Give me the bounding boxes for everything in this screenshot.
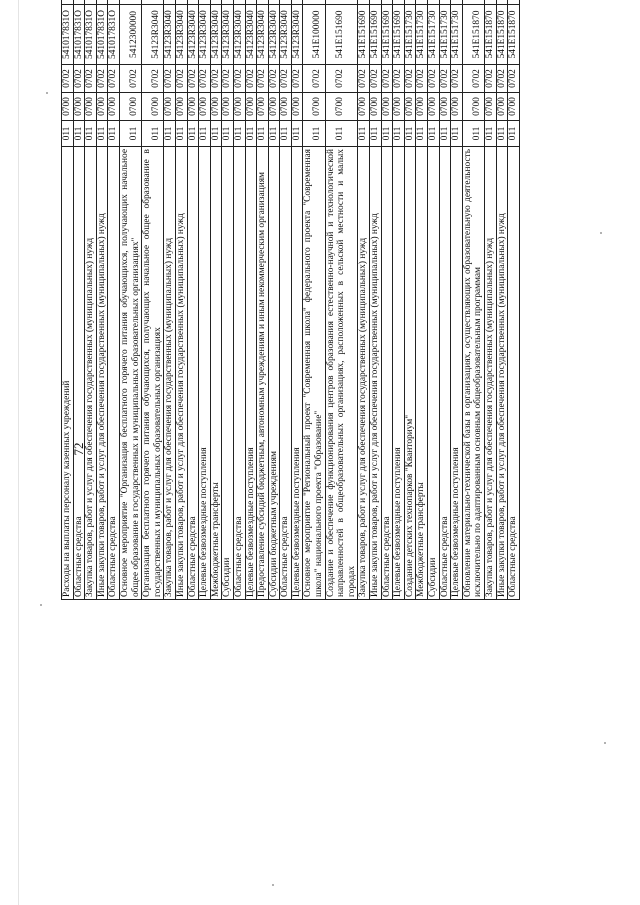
- subsection-code-cell: 0702: [210, 65, 222, 93]
- row-name-cell: Областные средства: [108, 147, 120, 600]
- section-code-cell: 0700: [303, 93, 325, 121]
- rotated-table-area: [61, 10, 598, 842]
- ministry-code-cell: 011: [222, 121, 234, 147]
- ministry-code-cell: 011: [303, 121, 325, 147]
- subsection-code-cell: 0702: [496, 65, 508, 93]
- expense-type-cell: [119, 0, 141, 5]
- subsection-code-cell: 0702: [280, 65, 292, 93]
- expense-type-cell: [508, 0, 520, 5]
- subsection-code-cell: 0702: [325, 65, 358, 93]
- ministry-code-cell: 011: [142, 121, 164, 147]
- table-row: [496, 0, 508, 600]
- target-article-cell: 541E151870: [508, 5, 520, 65]
- subsection-code-cell: 0702: [175, 65, 187, 93]
- target-article-cell: 541E151730: [451, 5, 463, 65]
- ministry-code-cell: 011: [358, 121, 370, 147]
- table-row: [268, 0, 280, 600]
- row-name-cell: Создание детских технопарков "Кванториум": [404, 147, 416, 600]
- section-code-cell: 0700: [451, 93, 463, 121]
- scan-speck: [604, 742, 606, 744]
- target-article-cell: 541E151730: [404, 5, 416, 65]
- expense-type-cell: [404, 0, 416, 5]
- row-name-cell: Закупка товаров, работ и услуг для обеспечения государственных (муниципальных) нужд: [85, 147, 97, 600]
- row-name-cell: Областные средства: [508, 147, 520, 600]
- table-row: [462, 0, 484, 600]
- subsection-code-cell: 0702: [233, 65, 245, 93]
- table-row: [404, 0, 416, 600]
- budget-table-body: [62, 0, 520, 600]
- section-code-cell: 0700: [268, 93, 280, 121]
- target-article-cell: 5412300000: [119, 5, 141, 65]
- ministry-code-cell: 011: [119, 121, 141, 147]
- subsection-code-cell: 0702: [96, 65, 108, 93]
- section-code-cell: 0700: [62, 93, 74, 121]
- target-article-cell: 541017831O: [85, 5, 97, 65]
- target-article-cell: 54123R3040: [210, 5, 222, 65]
- row-name-cell: Областные средства: [187, 147, 199, 600]
- section-code-cell: 0700: [358, 93, 370, 121]
- subsection-code-cell: 0702: [439, 65, 451, 93]
- subsection-code-cell: 0702: [462, 65, 484, 93]
- table-row: [164, 0, 176, 600]
- table-row: [108, 0, 120, 600]
- row-name-cell: Субсидии бюджетным учреждениям: [268, 147, 280, 600]
- expense-type-cell: [245, 0, 257, 5]
- target-article-cell: 541E151690: [370, 5, 382, 65]
- row-name-cell: Иные закупки товаров, работ и услуг для обеспечения государственных (муниципальных) нужд: [496, 147, 508, 600]
- ministry-code-cell: 011: [428, 121, 440, 147]
- section-code-cell: 0700: [496, 93, 508, 121]
- subsection-code-cell: 0702: [393, 65, 405, 93]
- target-article-cell: 541E151730: [428, 5, 440, 65]
- target-article-cell: 541017831O: [96, 5, 108, 65]
- expense-type-cell: [325, 0, 358, 5]
- expense-type-cell: [439, 0, 451, 5]
- target-article-cell: 54123R3040: [268, 5, 280, 65]
- target-article-cell: 541E151690: [325, 5, 358, 65]
- table-row: [257, 0, 269, 600]
- table-row: [451, 0, 463, 600]
- section-code-cell: 0700: [484, 93, 496, 121]
- ministry-code-cell: 011: [268, 121, 280, 147]
- target-article-cell: 541E151690: [358, 5, 370, 65]
- target-article-cell: 541E151870: [496, 5, 508, 65]
- section-code-cell: 0700: [142, 93, 164, 121]
- expense-type-cell: [233, 0, 245, 5]
- subsection-code-cell: 0702: [62, 65, 74, 93]
- target-article-cell: 54123R3040: [175, 5, 187, 65]
- expense-type-cell: [187, 0, 199, 5]
- expense-type-cell: [85, 0, 97, 5]
- table-row: [187, 0, 199, 600]
- target-article-cell: 541E151870: [462, 5, 484, 65]
- row-name-cell: Закупка товаров, работ и услуг для обеспечения государственных (муниципальных) нужд: [358, 147, 370, 600]
- section-code-cell: 0700: [508, 93, 520, 121]
- ministry-code-cell: 011: [462, 121, 484, 147]
- row-name-cell: Организация бесплатного горячего питания обучающихся, получающих начальное общее образование в государственных и муниципальных образовательных организациях: [142, 147, 164, 600]
- row-name-cell: Иные закупки товаров, работ и услуг для обеспечения государственных (муниципальных) нужд: [175, 147, 187, 600]
- target-article-cell: 54123R3040: [222, 5, 234, 65]
- row-name-cell: Субсидии: [222, 147, 234, 600]
- section-code-cell: 0700: [462, 93, 484, 121]
- row-name-cell: Предоставление субсидий бюджетным, автономным учреждениям и иным некоммерческим организациям: [257, 147, 269, 600]
- table-row: [280, 0, 292, 600]
- expense-type-cell: [370, 0, 382, 5]
- target-article-cell: 54123R3040: [233, 5, 245, 65]
- page-number: 72: [71, 442, 86, 456]
- table-row: [119, 0, 141, 600]
- table-row: [303, 0, 325, 600]
- budget-table: [61, 0, 520, 600]
- scan-edge-line: [18, 0, 19, 905]
- expense-type-cell: [142, 0, 164, 5]
- expense-type-cell: [108, 0, 120, 5]
- subsection-code-cell: 0702: [187, 65, 199, 93]
- subsection-code-cell: 0702: [119, 65, 141, 93]
- ministry-code-cell: 011: [404, 121, 416, 147]
- subsection-code-cell: 0702: [291, 65, 303, 93]
- ministry-code-cell: 011: [416, 121, 428, 147]
- target-article-cell: 54123R3040: [291, 5, 303, 65]
- ministry-code-cell: 011: [233, 121, 245, 147]
- ministry-code-cell: 011: [257, 121, 269, 147]
- subsection-code-cell: 0702: [257, 65, 269, 93]
- subsection-code-cell: 0702: [85, 65, 97, 93]
- table-row: [62, 0, 74, 600]
- subsection-code-cell: 0702: [268, 65, 280, 93]
- table-row: [142, 0, 164, 600]
- target-article-cell: 541017831O: [73, 5, 85, 65]
- section-code-cell: 0700: [73, 93, 85, 121]
- section-code-cell: 0700: [245, 93, 257, 121]
- table-row: [508, 0, 520, 600]
- section-code-cell: 0700: [291, 93, 303, 121]
- row-name-cell: Областные средства: [233, 147, 245, 600]
- section-code-cell: 0700: [381, 93, 393, 121]
- table-row: [222, 0, 234, 600]
- section-code-cell: 0700: [96, 93, 108, 121]
- expense-type-cell: [199, 0, 211, 5]
- row-name-cell: Субсидии: [428, 147, 440, 600]
- scan-speck: [272, 884, 274, 886]
- subsection-code-cell: 0702: [358, 65, 370, 93]
- ministry-code-cell: 011: [187, 121, 199, 147]
- rotated-table-frame: [61, 0, 598, 600]
- target-article-cell: 541017831O: [108, 5, 120, 65]
- subsection-code-cell: 0702: [199, 65, 211, 93]
- expense-type-cell: [257, 0, 269, 5]
- row-name-cell: Иные закупки товаров, работ и услуг для обеспечения государственных (муниципальных) нужд: [96, 147, 108, 600]
- section-code-cell: 0700: [393, 93, 405, 121]
- section-code-cell: 0700: [428, 93, 440, 121]
- expense-type-cell: [484, 0, 496, 5]
- scan-speck: [46, 92, 48, 94]
- section-code-cell: 0700: [210, 93, 222, 121]
- subsection-code-cell: 0702: [245, 65, 257, 93]
- row-name-cell: Областные средства: [381, 147, 393, 600]
- expense-type-cell: [358, 0, 370, 5]
- subsection-code-cell: 0702: [108, 65, 120, 93]
- subsection-code-cell: 0702: [428, 65, 440, 93]
- ministry-code-cell: 011: [291, 121, 303, 147]
- table-row: [325, 0, 358, 600]
- section-code-cell: 0700: [108, 93, 120, 121]
- ministry-code-cell: 011: [108, 121, 120, 147]
- table-row: [370, 0, 382, 600]
- ministry-code-cell: 011: [496, 121, 508, 147]
- ministry-code-cell: 011: [484, 121, 496, 147]
- expense-type-cell: [268, 0, 280, 5]
- expense-type-cell: [175, 0, 187, 5]
- row-name-cell: Целевые безвозмездные поступления: [291, 147, 303, 600]
- subsection-code-cell: 0702: [381, 65, 393, 93]
- target-article-cell: 541E151690: [393, 5, 405, 65]
- section-code-cell: 0700: [175, 93, 187, 121]
- section-code-cell: 0700: [257, 93, 269, 121]
- row-name-cell: Целевые безвозмездные поступления: [199, 147, 211, 600]
- ministry-code-cell: 011: [280, 121, 292, 147]
- expense-type-cell: [496, 0, 508, 5]
- expense-type-cell: [62, 0, 74, 5]
- expense-type-cell: [428, 0, 440, 5]
- ministry-code-cell: 011: [199, 121, 211, 147]
- scan-speck: [40, 604, 42, 606]
- expense-type-cell: [164, 0, 176, 5]
- section-code-cell: 0700: [85, 93, 97, 121]
- subsection-code-cell: 0702: [222, 65, 234, 93]
- row-name-cell: Областные средства: [73, 147, 85, 600]
- row-name-cell: Целевые безвозмездные поступления: [393, 147, 405, 600]
- target-article-cell: 54123R3040: [164, 5, 176, 65]
- target-article-cell: 54123R3040: [142, 5, 164, 65]
- ministry-code-cell: 011: [73, 121, 85, 147]
- target-article-cell: 541E151730: [416, 5, 428, 65]
- section-code-cell: 0700: [416, 93, 428, 121]
- section-code-cell: 0700: [119, 93, 141, 121]
- ministry-code-cell: 011: [325, 121, 358, 147]
- table-row: [291, 0, 303, 600]
- subsection-code-cell: 0702: [416, 65, 428, 93]
- target-article-cell: 541E100000: [303, 5, 325, 65]
- row-name-cell: Иные закупки товаров, работ и услуг для обеспечения государственных (муниципальных) нужд: [370, 147, 382, 600]
- table-row: [245, 0, 257, 600]
- target-article-cell: 541E151690: [381, 5, 393, 65]
- target-article-cell: 54123R3040: [199, 5, 211, 65]
- ministry-code-cell: 011: [62, 121, 74, 147]
- ministry-code-cell: 011: [164, 121, 176, 147]
- subsection-code-cell: 0702: [404, 65, 416, 93]
- ministry-code-cell: 011: [96, 121, 108, 147]
- row-name-cell: Основное мероприятие "Организация бесплатного горячего питания обучающихся, получающих начальное общее образование в государственных и муниципальных образовательных организациях": [119, 147, 141, 600]
- row-name-cell: Создание и обеспечение функционирования центров образования естественно-научной и технологической направленностей в общеобразовательных организациях, расположенных в сельской местности и малых городах: [325, 147, 358, 600]
- subsection-code-cell: 0702: [303, 65, 325, 93]
- table-row: [381, 0, 393, 600]
- expense-type-cell: [303, 0, 325, 5]
- subsection-code-cell: 0702: [73, 65, 85, 93]
- ministry-code-cell: 011: [393, 121, 405, 147]
- row-name-cell: Межбюджетные трансферты: [210, 147, 222, 600]
- ministry-code-cell: 011: [381, 121, 393, 147]
- subsection-code-cell: 0702: [451, 65, 463, 93]
- expense-type-cell: [210, 0, 222, 5]
- row-name-cell: Закупка товаров, работ и услуг для обеспечения государственных (муниципальных) нужд: [484, 147, 496, 600]
- subsection-code-cell: 0702: [370, 65, 382, 93]
- table-row: [210, 0, 222, 600]
- ministry-code-cell: 011: [370, 121, 382, 147]
- ministry-code-cell: 011: [451, 121, 463, 147]
- scan-speck: [600, 232, 602, 234]
- expense-type-cell: [280, 0, 292, 5]
- row-name-cell: Целевые безвозмездные поступления: [451, 147, 463, 600]
- expense-type-cell: [222, 0, 234, 5]
- target-article-cell: 541E151870: [484, 5, 496, 65]
- subsection-code-cell: 0702: [142, 65, 164, 93]
- row-name-cell: Расходы на выплаты персоналу казенных учреждений: [62, 147, 74, 600]
- target-article-cell: 54123R3040: [257, 5, 269, 65]
- section-code-cell: 0700: [187, 93, 199, 121]
- ministry-code-cell: 011: [508, 121, 520, 147]
- ministry-code-cell: 011: [439, 121, 451, 147]
- expense-type-cell: [291, 0, 303, 5]
- table-row: [484, 0, 496, 600]
- section-code-cell: 0700: [404, 93, 416, 121]
- ministry-code-cell: 011: [85, 121, 97, 147]
- section-code-cell: 0700: [199, 93, 211, 121]
- row-name-cell: Основное мероприятие "Региональный проект "Современная школа" федерального проекта "Современная школа" национального проекта "Образование": [303, 147, 325, 600]
- section-code-cell: 0700: [280, 93, 292, 121]
- section-code-cell: 0700: [233, 93, 245, 121]
- row-name-cell: Целевые безвозмездные поступления: [245, 147, 257, 600]
- subsection-code-cell: 0702: [164, 65, 176, 93]
- row-name-cell: Обновление материально-технической базы в организациях, осуществляющих образовательную деятельность исключительно по адаптированным основным общеобразовательным программам: [462, 147, 484, 600]
- section-code-cell: 0700: [439, 93, 451, 121]
- ministry-code-cell: 011: [245, 121, 257, 147]
- target-article-cell: 54123R3040: [245, 5, 257, 65]
- subsection-code-cell: 0702: [508, 65, 520, 93]
- table-row: [358, 0, 370, 600]
- section-code-cell: 0700: [222, 93, 234, 121]
- expense-type-cell: [96, 0, 108, 5]
- expense-type-cell: [416, 0, 428, 5]
- row-name-cell: Областные средства: [439, 147, 451, 600]
- target-article-cell: 54123R3040: [187, 5, 199, 65]
- table-row: [416, 0, 428, 600]
- table-row: [85, 0, 97, 600]
- table-row: [439, 0, 451, 600]
- expense-type-cell: [381, 0, 393, 5]
- expense-type-cell: [73, 0, 85, 5]
- expense-type-cell: [451, 0, 463, 5]
- table-row: [96, 0, 108, 600]
- table-row: [393, 0, 405, 600]
- section-code-cell: 0700: [325, 93, 358, 121]
- table-row: [233, 0, 245, 600]
- ministry-code-cell: 011: [175, 121, 187, 147]
- row-name-cell: Областные средства: [280, 147, 292, 600]
- target-article-cell: 54123R3040: [280, 5, 292, 65]
- table-row: [428, 0, 440, 600]
- subsection-code-cell: 0702: [484, 65, 496, 93]
- table-row: [199, 0, 211, 600]
- section-code-cell: 0700: [370, 93, 382, 121]
- target-article-cell: 541E151730: [439, 5, 451, 65]
- ministry-code-cell: 011: [210, 121, 222, 147]
- row-name-cell: Закупка товаров, работ и услуг для обеспечения государственных (муниципальных) нужд: [164, 147, 176, 600]
- table-row: [73, 0, 85, 600]
- row-name-cell: Межбюджетные трансферты: [416, 147, 428, 600]
- expense-type-cell: [393, 0, 405, 5]
- section-code-cell: 0700: [164, 93, 176, 121]
- expense-type-cell: [462, 0, 484, 5]
- table-row: [175, 0, 187, 600]
- target-article-cell: 541017831O: [62, 5, 74, 65]
